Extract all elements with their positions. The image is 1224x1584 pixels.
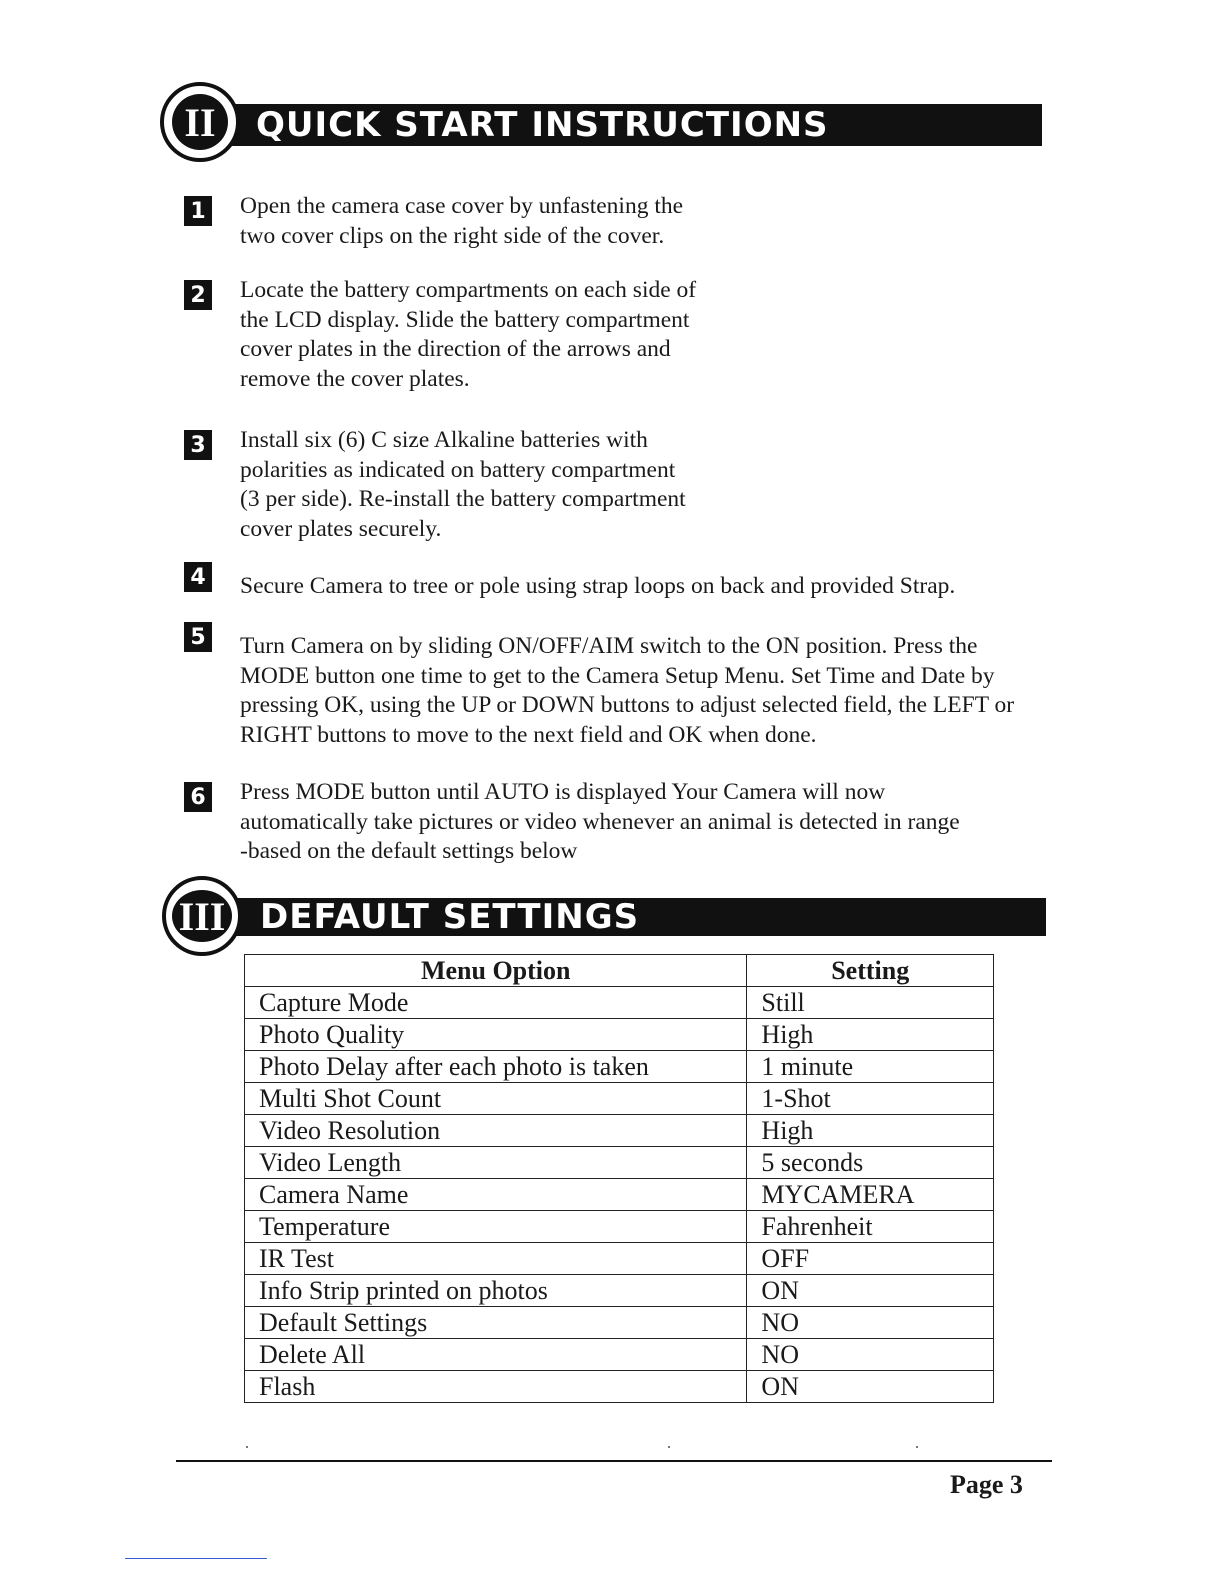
step-number-badge xyxy=(184,430,212,460)
section-numeral: III xyxy=(172,890,232,942)
setting-cell: ON xyxy=(747,1371,994,1403)
table-row xyxy=(245,1339,994,1371)
table-row xyxy=(245,1051,994,1083)
step-text: Press MODE button until AUTO is displayed Your Camera will now automatically take pictures or video whenever an animal is detected in range -based on the default settings below xyxy=(240,779,960,865)
menu-option-cell: Flash xyxy=(245,1371,747,1403)
setting-cell: High xyxy=(747,1115,994,1147)
setting-cell: Fahrenheit xyxy=(747,1211,994,1243)
step-text: Install six (6) C size Alkaline batteries with polarities as indicated on battery compartment (3 per side). Re-install the battery compartment cover plates securely. xyxy=(240,427,686,543)
setting-cell: Still xyxy=(747,987,994,1019)
column-header-menu-option: Menu Option xyxy=(245,955,747,987)
step-number: 4 xyxy=(190,564,206,590)
menu-option-cell: Multi Shot Count xyxy=(245,1083,747,1115)
table-row xyxy=(245,1371,994,1403)
setting-cell: 5 seconds xyxy=(747,1147,994,1179)
step-number: 6 xyxy=(190,784,206,810)
table-row xyxy=(245,1115,994,1147)
scan-dot xyxy=(246,1446,248,1448)
table-row xyxy=(245,1147,994,1179)
table-row xyxy=(245,1083,994,1115)
table-row xyxy=(245,1275,994,1307)
table-row xyxy=(245,1307,994,1339)
step-text: Turn Camera on by sliding ON/OFF/AIM switch to the ON position. Press the MODE button one time to get to the Camera Setup Menu. Set Time and Date by pressing OK, using the UP or DOWN buttons to adjust selected field, the LEFT or RIGHT buttons to move to the next field and OK when done. xyxy=(240,633,1015,749)
scan-dot xyxy=(668,1446,670,1448)
menu-option-cell: IR Test xyxy=(245,1243,747,1275)
menu-option-cell: Info Strip printed on photos xyxy=(245,1275,747,1307)
footer-divider xyxy=(176,1460,1052,1462)
menu-option-cell: Default Settings xyxy=(245,1307,747,1339)
step-number: 5 xyxy=(190,624,206,650)
setting-cell: NO xyxy=(747,1339,994,1371)
scan-dot xyxy=(916,1446,918,1448)
default-settings-table xyxy=(244,954,994,1403)
setting-cell: OFF xyxy=(747,1243,994,1275)
table-header-row xyxy=(245,955,994,987)
menu-option-cell: Temperature xyxy=(245,1211,747,1243)
step-number-badge xyxy=(184,622,212,652)
bottom-underline xyxy=(125,1558,267,1559)
menu-option-cell: Video Length xyxy=(245,1147,747,1179)
step-number-badge xyxy=(184,280,212,310)
setting-cell: 1 minute xyxy=(747,1051,994,1083)
step-text: Open the camera case cover by unfastening the two cover clips on the right side of the cover. xyxy=(240,193,684,249)
step-number: 1 xyxy=(190,198,206,224)
step-number-badge xyxy=(184,562,212,592)
page-number: Page 3 xyxy=(950,1470,1023,1499)
table-row xyxy=(245,1211,994,1243)
section-title-bar xyxy=(224,898,1046,936)
menu-option-cell: Delete All xyxy=(245,1339,747,1371)
table-row xyxy=(245,1179,994,1211)
step-number-badge xyxy=(184,196,212,226)
section-numeral: II xyxy=(172,94,228,150)
setting-cell: High xyxy=(747,1019,994,1051)
section-title-bar xyxy=(222,104,1042,146)
section-numeral-badge xyxy=(160,82,240,162)
menu-option-cell: Photo Delay after each photo is taken xyxy=(245,1051,747,1083)
step-text: Secure Camera to tree or pole using strap loops on back and provided Strap. xyxy=(240,573,956,599)
menu-option-cell: Camera Name xyxy=(245,1179,747,1211)
table-row xyxy=(245,1019,994,1051)
column-header-setting: Setting xyxy=(747,955,994,987)
step-text: Locate the battery compartments on each side of the LCD display. Slide the battery compartment cover plates in the direction of the arrows and remove the cover plates. xyxy=(240,277,697,393)
setting-cell: NO xyxy=(747,1307,994,1339)
section-title: DEFAULT SETTINGS xyxy=(260,897,640,937)
step-number: 3 xyxy=(190,432,206,458)
setting-cell: ON xyxy=(747,1275,994,1307)
section-title: QUICK START INSTRUCTIONS xyxy=(256,105,829,145)
menu-option-cell: Capture Mode xyxy=(245,987,747,1019)
table-row xyxy=(245,1243,994,1275)
setting-cell: MYCAMERA xyxy=(747,1179,994,1211)
section-numeral-badge xyxy=(162,876,242,956)
setting-cell: 1-Shot xyxy=(747,1083,994,1115)
menu-option-cell: Video Resolution xyxy=(245,1115,747,1147)
step-number: 2 xyxy=(190,282,206,308)
step-number-badge xyxy=(184,782,212,812)
menu-option-cell: Photo Quality xyxy=(245,1019,747,1051)
table-row xyxy=(245,987,994,1019)
